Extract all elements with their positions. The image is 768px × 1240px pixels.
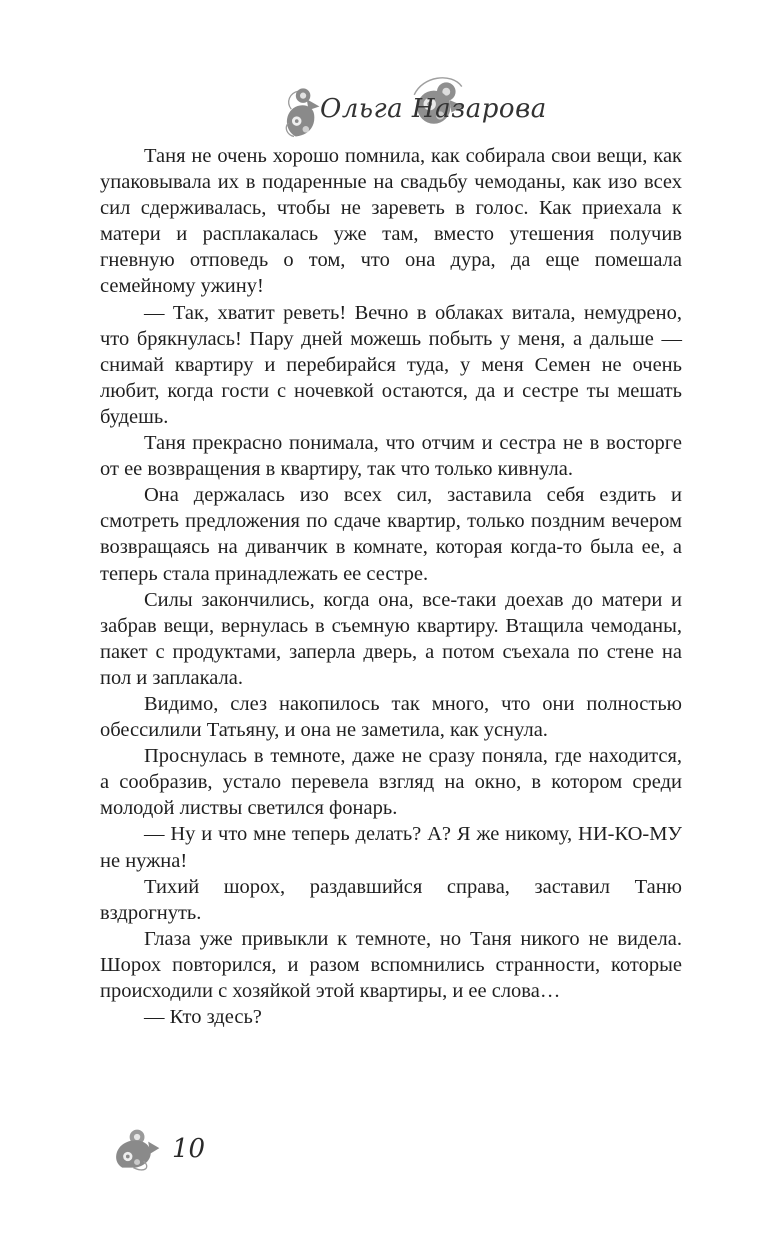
mouse-ornament-icon: [112, 1126, 164, 1174]
paragraph: Таня прекрасно понимала, что отчим и сестра не в восторге от ее возвращения в квартиру, так что только кивнула.: [100, 432, 682, 481]
page-number: 10: [172, 1134, 206, 1164]
page-body: [100, 143, 682, 1030]
paragraph: — Кто здесь?: [144, 1006, 262, 1029]
paragraph: — Ну и что мне теперь делать? А? Я же никому, НИ-КО-МУ не нужна!: [100, 823, 682, 872]
paragraph: Видимо, слез накопилось так много, что они полностью обессилили Татьяну, и она не заметила, как уснула.: [100, 692, 682, 742]
paragraph: Проснулась в темноте, даже не сразу поняла, где находится, а сообразив, устало перевела взгляд на окно, в котором среди молодой листвы светился фонарь.: [100, 745, 682, 820]
page-header: [0, 82, 768, 142]
author-name: Ольга Назарова: [320, 94, 547, 124]
paragraph: Таня не очень хорошо помнила, как собирала свои вещи, как упаковывала их в подаренные на свадьбу чемоданы, как изо всех сил сдерживалась, чтобы не зареветь в голос. Как приехала к матери и расплакалась уже там, вместо утешения получив гневную отповедь о том, что она дура, да еще помешала семейному ужину!: [100, 145, 682, 298]
paragraph: Глаза уже привыкли к темноте, но Таня никого не видела. Шорох повторился, и разом вспомнились странности, которые происходили с хозяйкой этой квартиры, и ее слова…: [100, 927, 682, 1002]
mouse-ornament-icon: [284, 84, 324, 140]
paragraph: — Так, хватит реветь! Вечно в облаках витала, немудрено, что брякнулась! Пару дней можешь побыть у меня, а дальше — снимай квартиру и перебирайся туда, у меня Семен не очень любит, когда гости с ночевкой остаются, да и сестре ты мешать будешь.: [100, 301, 682, 428]
paragraph: Она держалась изо всех сил, заставила себя ездить и смотреть предложения по сдаче квартир, только поздним вечером возвращаясь на диванчик в комнате, которая когда-то была ее, а теперь стала принадлежать ее сестре.: [100, 484, 682, 585]
paragraph: Тихий шорох, раздавшийся справа, заставил Таню вздрогнуть.: [100, 875, 682, 924]
paragraph: Силы закончились, когда она, все-таки доехав до матери и забрав вещи, вернулась в съемную квартиру. Втащила чемоданы, пакет с продуктами, заперла дверь, а потом съехала по стене на пол и заплакала.: [100, 588, 682, 689]
